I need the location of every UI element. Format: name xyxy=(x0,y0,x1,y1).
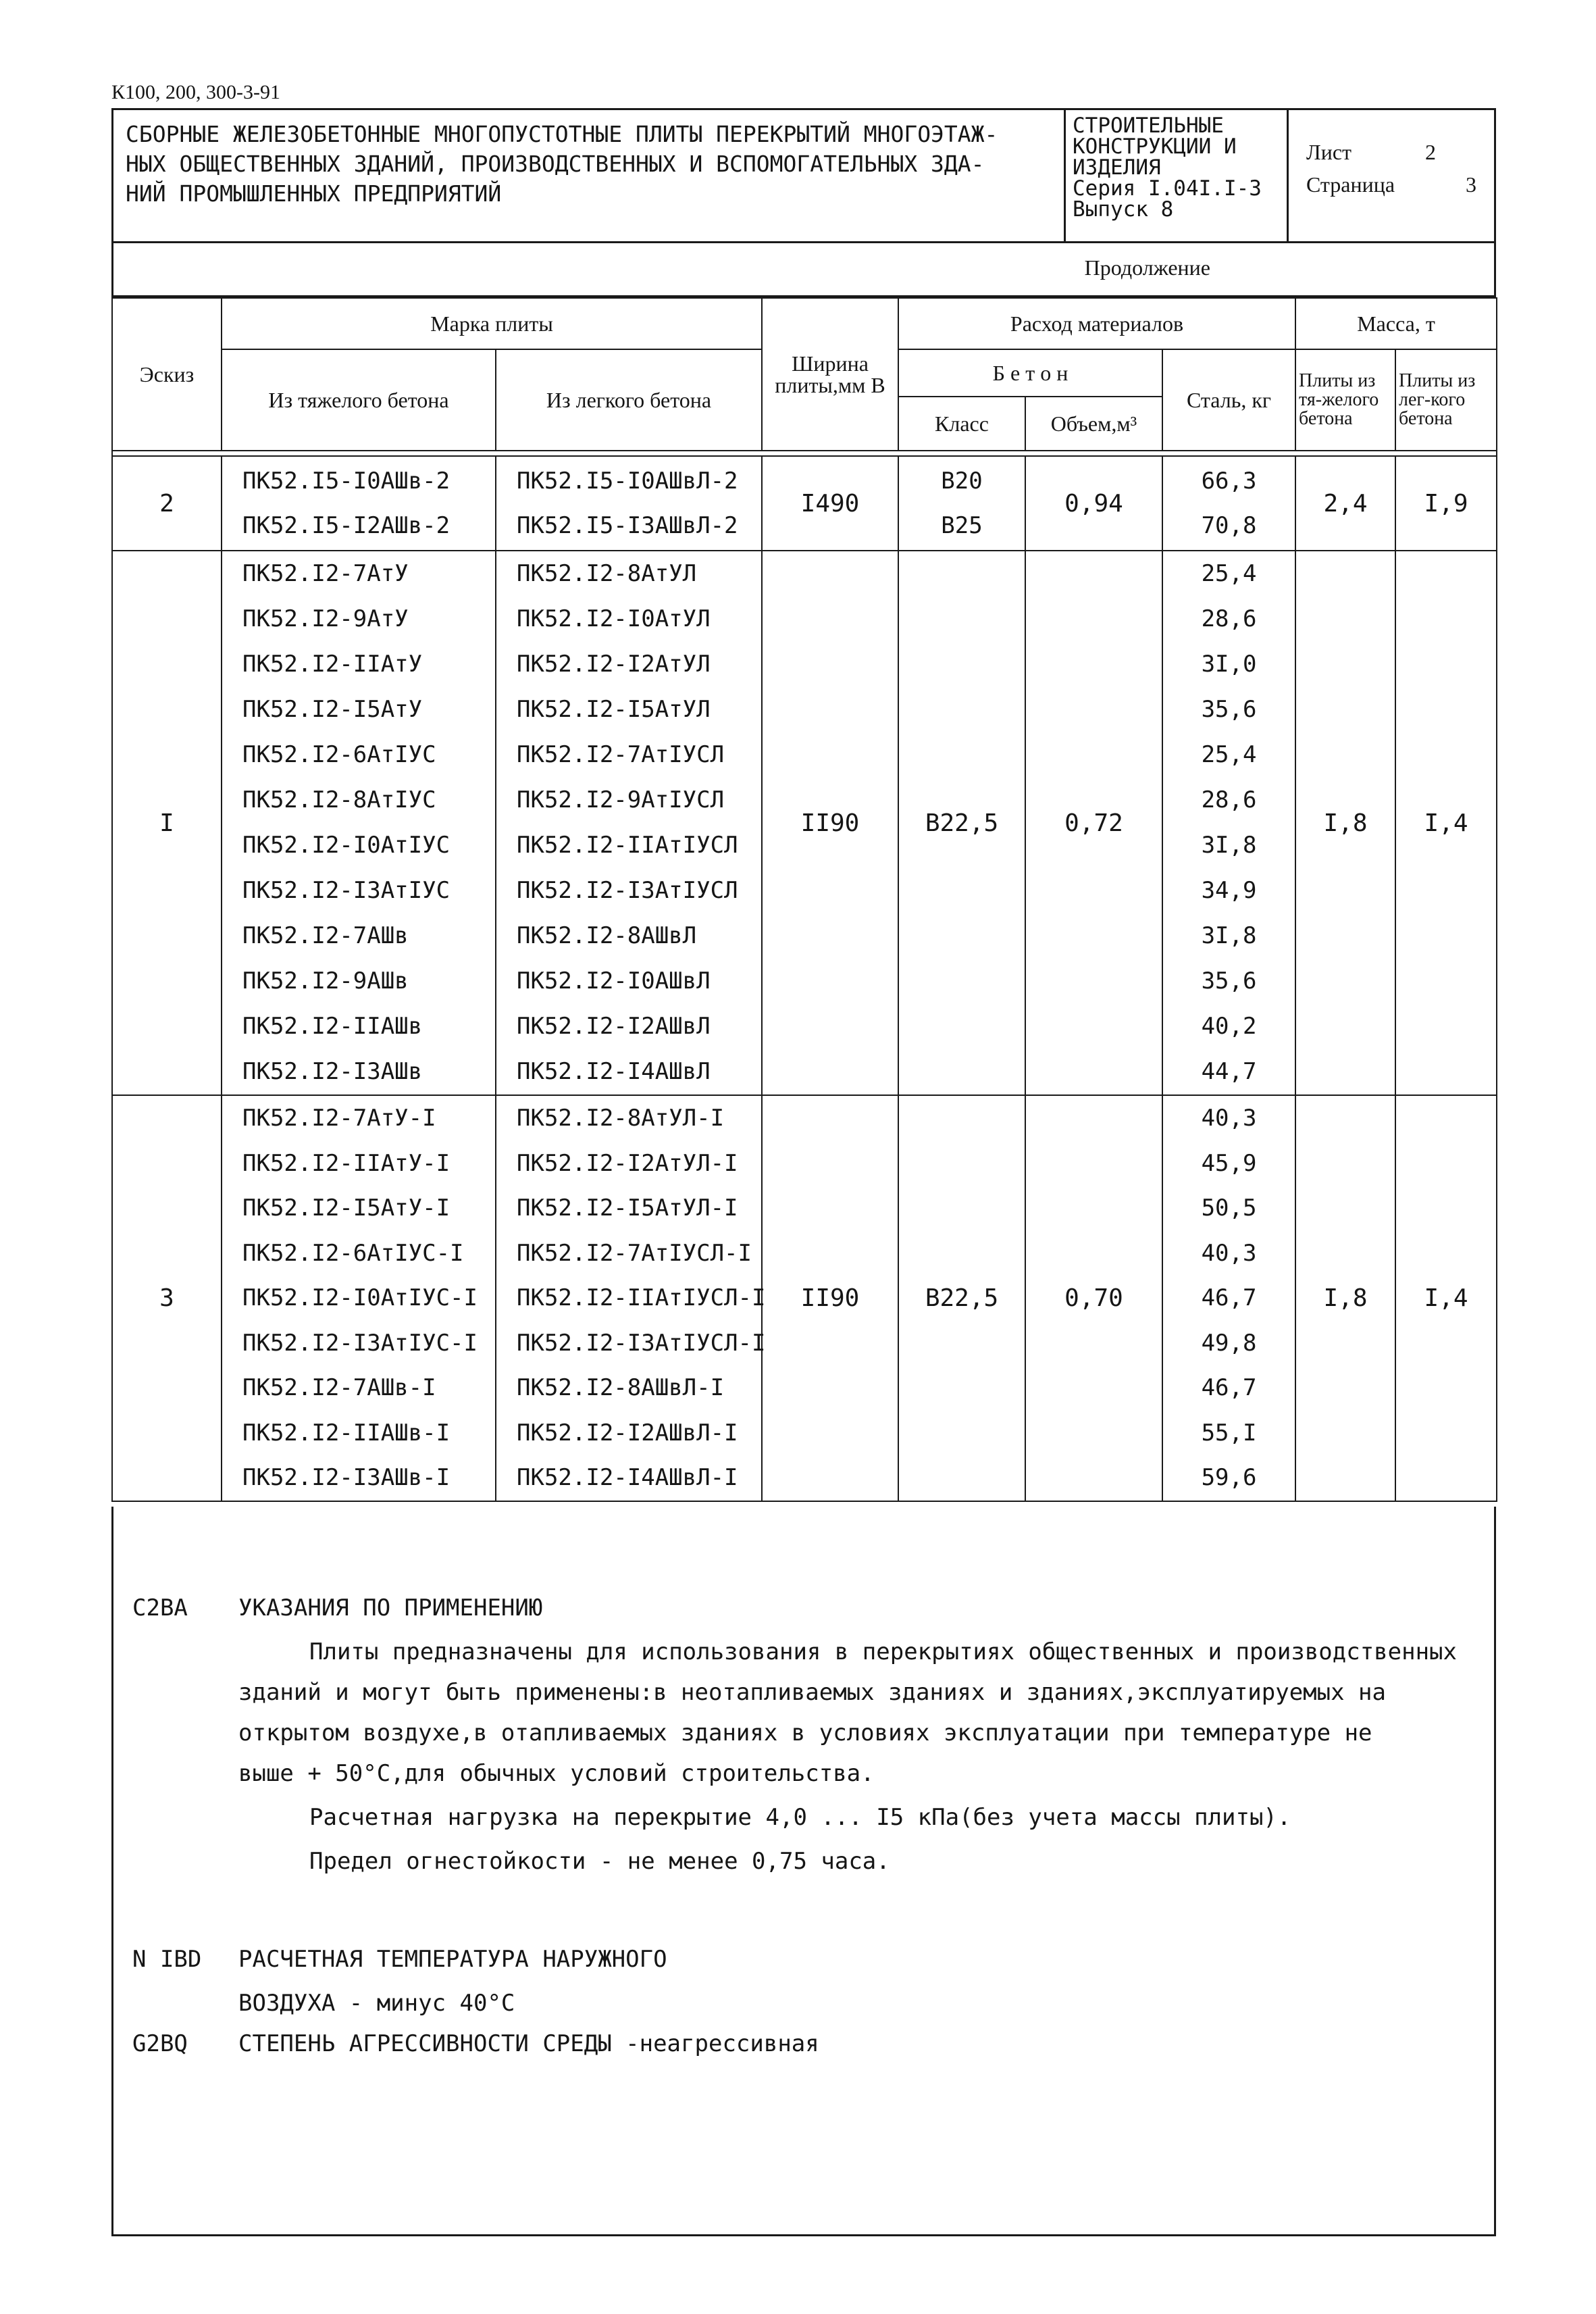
light-mark: ПК52.I2-I5АтУЛ-I xyxy=(517,1194,738,1222)
light-mark: ПК52.I2-I3АтIУСЛ xyxy=(517,877,738,904)
steel-value: 45,9 xyxy=(1201,1149,1257,1177)
header-consumption: Расход материалов xyxy=(898,298,1295,349)
class-value: В20 xyxy=(941,467,983,495)
header-heavy: Из тяжелого бетона xyxy=(222,349,496,451)
heavy-mark: ПК52.I2-IIАШв-I xyxy=(242,1419,451,1447)
series-block xyxy=(1066,110,1289,241)
volume-cell: 0,70 xyxy=(1025,1095,1162,1501)
load-text: Расчетная нагрузка на перекрытие 4,0 ... I5 кПа(без учета массы плиты). xyxy=(309,1804,1291,1831)
header-light: Из легкого бетона xyxy=(496,349,762,451)
table-row xyxy=(112,456,1497,551)
aggressiveness-text: СТЕПЕНЬ АГРЕССИВНОСТИ СРЕДЫ -неагрессивная xyxy=(238,2030,819,2057)
light-mark: ПК52.I2-IIАтIУСЛ xyxy=(517,832,738,859)
light-mark: ПК52.I2-7АтIУСЛ xyxy=(517,741,725,768)
heavy-mark: ПК52.I2-I5АтУ xyxy=(242,696,423,723)
sheet-block xyxy=(1289,110,1494,241)
usage-text-line: зданий и могут быть применены:в неотапливаемых зданиях и зданиях,эксплуатируемых на xyxy=(238,1679,1386,1706)
volume-cell: 0,94 xyxy=(1025,456,1162,551)
header-sketch: Эскиз xyxy=(112,298,222,451)
temperature-line: РАСЧЕТНАЯ ТЕМПЕРАТУРА НАРУЖНОГО xyxy=(238,1946,667,1973)
title-line: НИЙ ПРОМЫШЛЕННЫХ ПРЕДПРИЯТИЙ xyxy=(126,180,502,207)
table-row xyxy=(112,551,1497,1095)
steel-value: 70,8 xyxy=(1201,512,1257,539)
page-value: 3 xyxy=(1466,172,1476,197)
heavy-mark: ПК52.I2-IIАтУ-I xyxy=(242,1149,451,1177)
header-mark: Марка плиты xyxy=(222,298,762,349)
light-marks-cell xyxy=(496,1095,766,1501)
steel-value: 44,7 xyxy=(1201,1058,1257,1085)
heavy-mark: ПК52.I2-8АтIУС xyxy=(242,786,436,813)
steel-value: 3I,0 xyxy=(1201,651,1257,678)
light-mark: ПК52.I2-I0АтУЛ xyxy=(517,605,711,632)
mass-light-cell: I,4 xyxy=(1395,551,1497,1095)
heavy-mark: ПК52.I2-IIАШв xyxy=(242,1013,423,1040)
light-mark: ПК52.I2-IIАтIУСЛ-I xyxy=(517,1284,766,1311)
title-block xyxy=(111,108,1496,243)
table-row xyxy=(112,1095,1497,1501)
header-volume: Объем,м³ xyxy=(1025,397,1162,451)
heavy-mark: ПК52.I2-I0АтIУС-I xyxy=(242,1284,478,1311)
class-cell: В22,5 xyxy=(898,551,1025,1095)
steel-value: 59,6 xyxy=(1201,1464,1257,1491)
continuation-row xyxy=(111,243,1496,297)
continuation-label: Продолжение xyxy=(1084,255,1210,280)
steel-value: 28,6 xyxy=(1201,605,1257,632)
plates-table xyxy=(111,297,1497,1502)
document-code: К100, 200, 300-3-91 xyxy=(111,81,280,103)
heavy-mark: ПК52.I2-7АШв xyxy=(242,922,409,949)
steel-value: 35,6 xyxy=(1201,696,1257,723)
usage-text-line: выше + 50°С,для обычных условий строительства. xyxy=(238,1760,875,1787)
light-marks-cell xyxy=(496,551,762,1095)
steel-cell xyxy=(1162,456,1295,551)
class-cell: В22,5 xyxy=(898,1095,1025,1501)
light-mark: ПК52.I2-I4АШвЛ-I xyxy=(517,1464,738,1491)
temperature-line: ВОЗДУХА - минус 40°С xyxy=(238,1990,515,2017)
notes-section xyxy=(111,1507,1496,2236)
usage-text-line: открытом воздухе,в отапливаемых зданиях в условиях эксплуатации при температуре не xyxy=(238,1719,1372,1746)
steel-value: 25,4 xyxy=(1201,560,1257,587)
header-concrete: Б е т о н xyxy=(898,349,1162,397)
steel-value: 49,8 xyxy=(1201,1329,1257,1357)
c2ba-code: С2ВА xyxy=(132,1594,188,1621)
heavy-mark: ПК52.I5-I0АШв-2 xyxy=(242,467,451,495)
header-class: Класс xyxy=(898,397,1025,451)
light-mark: ПК52.I2-I0АШвЛ xyxy=(517,967,711,995)
heavy-mark: ПК52.I2-I0АтIУС xyxy=(242,832,451,859)
steel-cell xyxy=(1162,551,1295,1095)
steel-value: 28,6 xyxy=(1201,786,1257,813)
light-mark: ПК52.I2-9АтIУСЛ xyxy=(517,786,725,813)
heavy-mark: ПК52.I2-7АШв-I xyxy=(242,1374,436,1401)
series-line: КОНСТРУКЦИИ И xyxy=(1073,134,1237,159)
mass-heavy-cell: I,8 xyxy=(1295,1095,1395,1501)
heavy-mark: ПК52.I2-I3АтIУС-I xyxy=(242,1329,478,1357)
steel-value: 55,I xyxy=(1201,1419,1257,1447)
volume-cell: 0,72 xyxy=(1025,551,1162,1095)
light-mark: ПК52.I2-I2АШвЛ-I xyxy=(517,1419,738,1447)
width-cell: I490 xyxy=(762,456,898,551)
light-mark: ПК52.I2-8АШвЛ-I xyxy=(517,1374,725,1401)
light-mark: ПК52.I2-7АтIУСЛ-I xyxy=(517,1239,752,1267)
series-line: Выпуск 8 xyxy=(1073,197,1174,222)
heavy-mark: ПК52.I5-I2АШв-2 xyxy=(242,512,451,539)
steel-value: 34,9 xyxy=(1201,877,1257,904)
series-line: ИЗДЕЛИЯ xyxy=(1073,155,1161,180)
heavy-mark: ПК52.I2-I3АтIУС xyxy=(242,877,451,904)
steel-value: 66,3 xyxy=(1201,467,1257,495)
steel-cell xyxy=(1162,1095,1295,1501)
heavy-mark: ПК52.I2-6АтIУС-I xyxy=(242,1239,464,1267)
usage-text-line: Плиты предназначены для использования в перекрытиях общественных и производственных xyxy=(309,1638,1457,1665)
steel-value: 40,3 xyxy=(1201,1105,1257,1132)
class-cell xyxy=(898,456,1025,551)
heavy-marks-cell xyxy=(222,456,496,551)
title-line: СБОРНЫЕ ЖЕЛЕЗОБЕТОННЫЕ МНОГОПУСТОТНЫЕ ПЛИТЫ ПЕРЕКРЫТИЙ МНОГОЭТАЖ- xyxy=(126,121,998,147)
header-mass-heavy: Плиты из тя-желого бетона xyxy=(1295,349,1395,451)
sketch-cell: 3 xyxy=(112,1095,222,1501)
series-line: Серия I.04I.I-3 xyxy=(1073,176,1262,201)
mass-light-cell: I,9 xyxy=(1395,456,1497,551)
page-label: Страница xyxy=(1306,172,1395,197)
steel-value: 40,2 xyxy=(1201,1013,1257,1040)
sheet-value: 2 xyxy=(1425,140,1436,164)
header-mass: Масса, т xyxy=(1295,298,1497,349)
heavy-mark: ПК52.I2-9АтУ xyxy=(242,605,409,632)
light-mark: ПК52.I2-I4АШвЛ xyxy=(517,1058,711,1085)
heavy-mark: ПК52.I2-I3АШв-I xyxy=(242,1464,451,1491)
fire-resistance-text: Предел огнестойкости - не менее 0,75 часа. xyxy=(309,1848,890,1875)
heavy-marks-cell xyxy=(222,1095,496,1501)
sketch-cell: 2 xyxy=(112,456,222,551)
heavy-mark: ПК52.I2-I3АШв xyxy=(242,1058,423,1085)
steel-value: 35,6 xyxy=(1201,967,1257,995)
series-line: СТРОИТЕЛЬНЫЕ xyxy=(1073,114,1224,138)
header-width: Ширина плиты,мм В xyxy=(762,298,898,451)
width-cell: II90 xyxy=(762,551,898,1095)
light-mark: ПК52.I2-I3АтIУСЛ-I xyxy=(517,1329,766,1357)
class-value: В25 xyxy=(941,512,983,539)
width-cell: II90 xyxy=(762,1095,898,1501)
heavy-mark: ПК52.I2-IIАтУ xyxy=(242,651,423,678)
steel-value: 25,4 xyxy=(1201,741,1257,768)
g2bq-code: G2BQ xyxy=(132,2030,188,2057)
sketch-cell: I xyxy=(112,551,222,1095)
mass-heavy-cell: I,8 xyxy=(1295,551,1395,1095)
header-steel: Сталь, кг xyxy=(1162,349,1295,451)
light-mark: ПК52.I2-I2АШвЛ xyxy=(517,1013,711,1040)
heavy-mark: ПК52.I2-9АШв xyxy=(242,967,409,995)
light-mark: ПК52.I5-I0АШвЛ-2 xyxy=(517,467,738,495)
title-line: НЫХ ОБЩЕСТВЕННЫХ ЗДАНИЙ, ПРОИЗВОДСТВЕННЫХ И ВСПОМОГАТЕЛЬНЫХ ЗДА- xyxy=(126,151,985,177)
steel-value: 46,7 xyxy=(1201,1374,1257,1401)
n1bd-code: N IBD xyxy=(132,1946,202,1973)
light-mark: ПК52.I2-I2АтУЛ-I xyxy=(517,1149,738,1177)
steel-value: 46,7 xyxy=(1201,1284,1257,1311)
mass-heavy-cell: 2,4 xyxy=(1295,456,1395,551)
steel-value: 40,3 xyxy=(1201,1239,1257,1267)
steel-value: 3I,8 xyxy=(1201,922,1257,949)
light-mark: ПК52.I2-8АтУЛ-I xyxy=(517,1105,725,1132)
light-mark: ПК52.I2-8АтУЛ xyxy=(517,560,697,587)
header-mass-light: Плиты из лег-кого бетона xyxy=(1395,349,1497,451)
light-mark: ПК52.I2-8АШвЛ xyxy=(517,922,697,949)
heavy-mark: ПК52.I2-6АтIУС xyxy=(242,741,436,768)
usage-title: УКАЗАНИЯ ПО ПРИМЕНЕНИЮ xyxy=(238,1594,543,1621)
light-mark: ПК52.I5-I3АШвЛ-2 xyxy=(517,512,738,539)
steel-value: 3I,8 xyxy=(1201,832,1257,859)
document-title xyxy=(113,110,1066,241)
steel-value: 50,5 xyxy=(1201,1194,1257,1222)
heavy-mark: ПК52.I2-7АтУ xyxy=(242,560,409,587)
light-mark: ПК52.I2-I2АтУЛ xyxy=(517,651,711,678)
heavy-marks-cell xyxy=(222,551,496,1095)
light-marks-cell xyxy=(496,456,762,551)
mass-light-cell: I,4 xyxy=(1395,1095,1497,1501)
light-mark: ПК52.I2-I5АтУЛ xyxy=(517,696,711,723)
heavy-mark: ПК52.I2-I5АтУ-I xyxy=(242,1194,451,1222)
sheet-label: Лист xyxy=(1306,140,1352,164)
heavy-mark: ПК52.I2-7АтУ-I xyxy=(242,1105,436,1132)
